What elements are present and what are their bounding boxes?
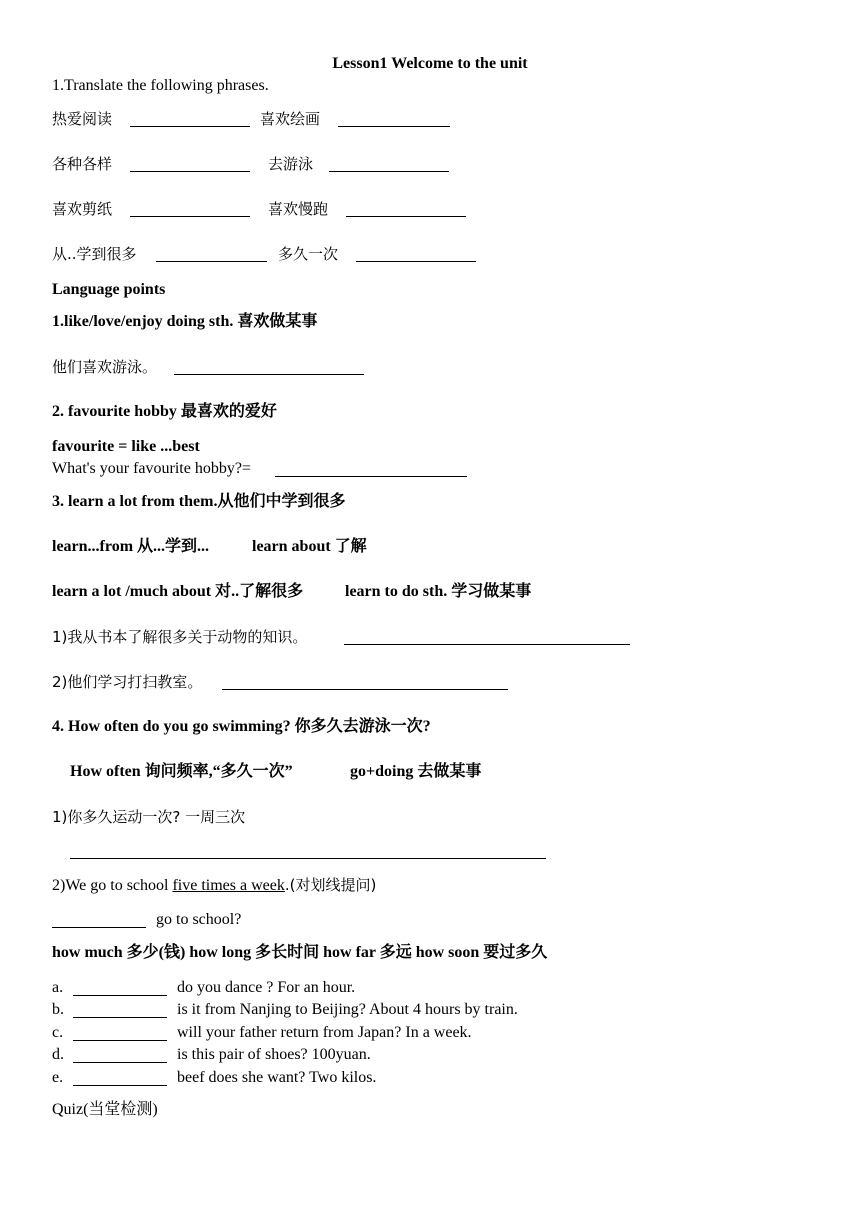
answer-blank[interactable] <box>346 216 466 217</box>
item-text: is it from Nanjing to Beijing? About 4 hours by train. <box>177 1001 518 1018</box>
phrase-4: 去游泳 <box>268 155 314 173</box>
phrase-8: 多久一次 <box>278 245 339 263</box>
q2-prefix: 2)We go to school <box>52 877 173 894</box>
point-3-note-d: learn to do sth. 学习做某事 <box>345 583 532 600</box>
point-3-note-a: learn...from 从...学到... <box>52 538 210 555</box>
item-text: do you dance ? For an hour. <box>177 979 356 996</box>
answer-blank[interactable] <box>344 644 630 645</box>
point-4-note-a: How often 询问频率,“多久一次” <box>70 763 293 780</box>
point-3-question-2: 2)他们学习打扫教室。 <box>52 673 203 691</box>
point-1-question: 他们喜欢游泳。 <box>52 358 158 376</box>
point-2-equation: favourite = like ...best <box>52 438 200 455</box>
phrase-1: 热爱阅读 <box>52 110 113 128</box>
point-4-question-1: 1)你多久运动一次? 一周三次 <box>52 808 246 826</box>
answer-blank[interactable] <box>222 689 508 690</box>
answer-blank[interactable] <box>356 261 476 262</box>
point-3-title: 3. learn a lot from them.从他们中学到很多 <box>52 493 346 510</box>
item-letter: c. <box>52 1024 64 1041</box>
item-letter: e. <box>52 1069 64 1086</box>
point-2-question: What's your favourite hobby?= <box>52 460 251 477</box>
phrase-2: 喜欢绘画 <box>260 110 321 128</box>
item-letter: a. <box>52 979 64 996</box>
answer-blank[interactable] <box>174 374 364 375</box>
answer-blank[interactable] <box>329 171 449 172</box>
answer-blank[interactable] <box>73 1040 167 1041</box>
answer-blank[interactable] <box>338 126 450 127</box>
q2-suffix: .(对划线提问) <box>284 876 377 894</box>
answer-blank[interactable] <box>156 261 267 262</box>
phrase-7: 从..学到很多 <box>52 245 137 263</box>
item-text: is this pair of shoes? 100yuan. <box>177 1046 371 1063</box>
answer-blank[interactable] <box>73 1017 167 1018</box>
phrase-3: 各种各样 <box>52 155 113 173</box>
item-text: beef does she want? Two kilos. <box>177 1069 377 1086</box>
point-3-note-b: learn about 了解 <box>252 538 367 555</box>
item-letter: d. <box>52 1046 64 1063</box>
how-line: how much 多少(钱) how long 多长时间 how far 多远 how soon 要过多久 <box>52 944 548 961</box>
quiz-label: Quiz(当堂检测) <box>52 1101 158 1118</box>
point-4-title: 4. How often do you go swimming? 你多久去游泳一次? <box>52 718 431 735</box>
answer-blank[interactable] <box>275 476 467 477</box>
point-1-title: 1.like/love/enjoy doing sth. 喜欢做某事 <box>52 313 318 330</box>
point-4-question-2 <box>52 875 376 896</box>
quiz-heading <box>52 1100 158 1120</box>
answer-blank[interactable] <box>73 1085 167 1086</box>
phrase-6: 喜欢慢跑 <box>268 200 329 218</box>
instruction: 1.Translate the following phrases. <box>52 77 269 94</box>
item-text: will your father return from Japan? In a week. <box>177 1024 472 1041</box>
point-3-question-1: 1)我从书本了解很多关于动物的知识。 <box>52 628 308 646</box>
point-4-note-b: go+doing 去做某事 <box>350 763 482 780</box>
lp-heading: Language points <box>52 281 166 298</box>
answer-blank[interactable] <box>73 1062 167 1063</box>
point-2-title: 2. favourite hobby 最喜欢的爱好 <box>52 403 277 420</box>
answer-blank[interactable] <box>70 858 546 859</box>
phrase-5: 喜欢剪纸 <box>52 200 113 218</box>
answer-blank[interactable] <box>130 126 250 127</box>
answer-blank[interactable] <box>130 216 250 217</box>
point-3-note-c: learn a lot /much about 对..了解很多 <box>52 583 304 600</box>
item-letter: b. <box>52 1001 64 1018</box>
answer-blank[interactable] <box>130 171 250 172</box>
q2-underlined: five times a week <box>172 877 285 894</box>
point-4-answer-text: go to school? <box>156 911 242 928</box>
page-title: Lesson1 Welcome to the unit <box>332 55 528 72</box>
answer-blank[interactable] <box>52 927 146 928</box>
answer-blank[interactable] <box>73 995 167 996</box>
